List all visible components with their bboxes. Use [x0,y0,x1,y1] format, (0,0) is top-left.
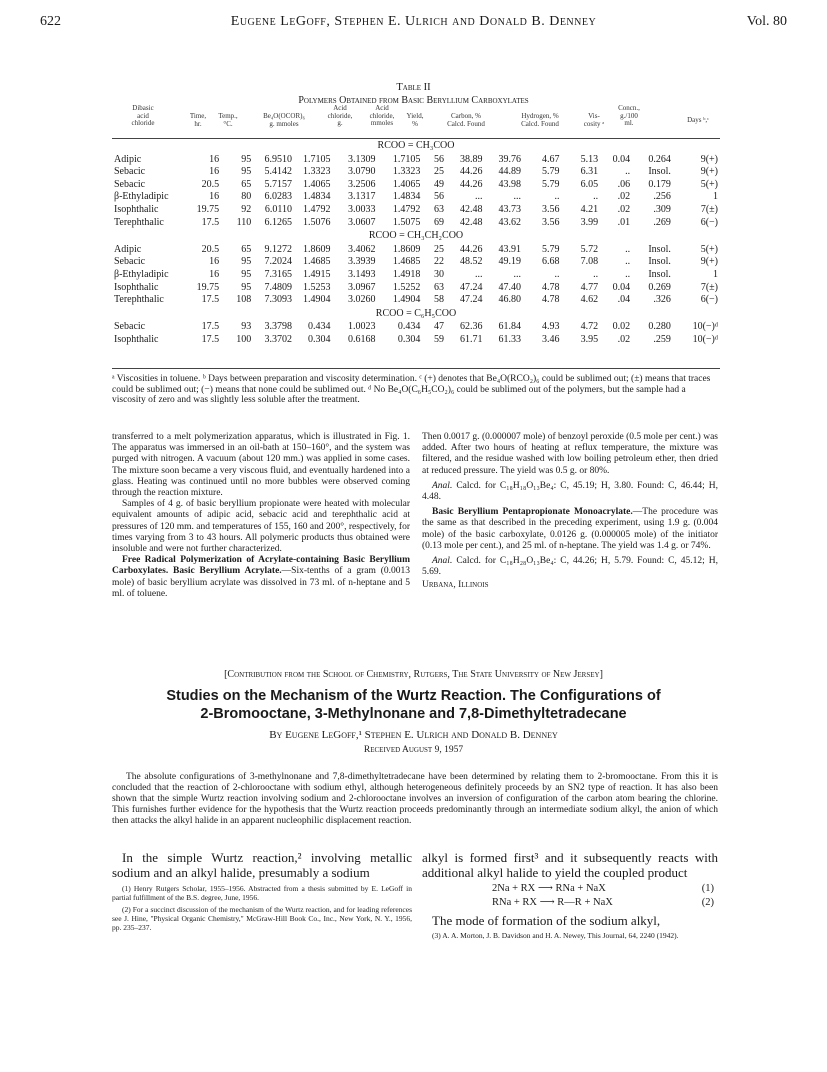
table-cell: 95 [241,268,252,280]
table-footnotes: ᵃ Viscosities in toluene. ᵇ Days between preparation and viscosity determination. ᶜ (+) denotes that Be₄O(RCO₂)₆ could be sublimed out; (±) means that traces could be sublimed out; (−) means that none could be sublimed out. ᵈ No Be₄O(C₆H₅CO₂)₆ could be sublimed out of the polymers, but the sample had a viscosity of zero and was slightly less soluble after the treatment. [112,374,711,405]
table-cell: .02 [617,191,631,203]
table-cell: 4.78 [542,281,560,293]
footnote-1: (1) Henry Rutgers Scholar, 1955–1956. Abstracted from a thesis submitted by E. LeGoff in partial fulfillment of the B.S. degree, June, 1956. [112,884,412,902]
table-cell: 0.304 [397,333,421,345]
paragraph: Then 0.0017 g. (0.000007 mole) of benzoyl peroxide (0.5 mole per cent.) was added. After two hours of heating at reflux temperature, the mixture was filtered, and the residue washed with low boiling petroleum ether, then dried at reduced pressure. The yield was 0.5 g. or 80%. [422,432,718,476]
table-cell: 65 [241,243,252,255]
table-cell: 1.4065 [302,178,331,190]
table-group-heading [112,229,720,244]
table-cell: .. [593,268,599,280]
table-cell: 6.31 [580,166,599,178]
table-cell: .. [554,191,560,203]
table-cell: 0.04 [612,153,631,165]
table-cell: 3.46 [542,333,560,345]
table-cell: 3.3939 [347,256,376,268]
table-cell: 17.5 [201,216,220,228]
table-cell: 56 [433,191,444,203]
table-cell: 19.75 [196,203,220,215]
table-cell: 3.1309 [347,153,376,165]
table-cell: .256 [653,191,671,203]
table-cell: .. [625,256,631,268]
table-cell: .02 [617,203,631,215]
table-cell: 0.304 [307,333,331,345]
running-header [40,14,787,34]
table-cell: 0.280 [648,321,671,333]
table-cell: 48.52 [459,256,483,268]
table-cell: 108 [236,294,252,306]
table-cell: 6.1265 [264,216,292,228]
table-cell: 16 [209,191,220,203]
table-cell: 6.0110 [264,203,292,215]
table-cell: 3.0607 [347,216,376,228]
table-cell: 43.62 [498,216,521,228]
table-cell: .259 [653,333,671,345]
col-head-viscosity: Vis- cosity ᵃ [583,112,605,128]
table-cell: Sebacic [114,166,146,178]
table-cell: Isophthalic [114,203,159,215]
col-head-carbon: Carbon, % Calcd. Found [447,112,485,128]
table-cell: .309 [653,203,671,215]
table-cell: 4.78 [542,294,560,306]
table-cell: 1.4915 [302,268,331,280]
section-heading: Basic Beryllium Pentapropionate Monoacrylate. [432,507,633,518]
table-row [112,244,720,257]
table-cell: 3.4062 [347,243,376,255]
table-cell: ... [513,268,521,280]
table-cell: 5.13 [580,153,599,165]
table-cell: 3.2506 [347,178,376,190]
table-cell: 1.8609 [392,243,421,255]
col-head-days: Days ᵇ,ᶜ [687,116,709,124]
running-authors: Eugene LeGoff, Stephen E. Ulrich and Donald B. Denney [230,14,597,29]
table-cell: 25 [433,243,444,255]
table-cell: 5.4142 [264,166,292,178]
table-row [112,204,720,217]
table-cell: 1.3323 [392,166,421,178]
byline: By Eugene LeGoff,¹ Stephen E. Ulrich and Donald B. Denney [269,729,558,741]
table-cell: 7.4809 [264,281,292,293]
table-cell: Terephthalic [114,294,164,306]
table-cell: 19.75 [196,281,220,293]
table-cell: 6.0283 [264,191,292,203]
table-cell: 43.91 [498,243,521,255]
table-cell: 61.84 [498,321,521,333]
table-cell: 3.99 [580,216,599,228]
table-cell: 100 [236,333,252,345]
paragraph: Samples of 4 g. of basic beryllium propionate were heated with molecular equivalent amounts of adipic acid, sebacic acid and terephthalic acid at pressures of 120 mm. and temperatures of 155, 160 and 200°, respectively, for times varying from 3 to 43 hours. All polymeric products thus obtained were insoluble and were not further characterized. [112,499,410,555]
body-right-column [422,850,718,940]
table-cell: 10(−)ᵈ [692,321,718,333]
table-cell: 0.264 [648,153,671,165]
table-cell: .. [593,191,599,203]
table-cell: 20.5 [201,178,220,190]
table-cell: 9(+) [700,153,718,165]
table-cell: 1.4065 [392,178,421,190]
table-cell: 4.21 [580,203,599,215]
table-cell: 30 [433,268,444,280]
left-column [112,432,410,600]
table-cell: ... [474,191,483,203]
table-cell: 1.5253 [302,281,331,293]
table-row [112,191,720,204]
table-cell: 44.26 [459,243,483,255]
table-cell: 43.73 [498,203,521,215]
table-cell: 16 [209,153,220,165]
table-cell: 16 [209,166,220,178]
table-cell: 1.4834 [302,191,331,203]
article-title-line2: 2-Bromooctane, 3-Methylnonane and 7,8-Dimethyltetradecane [200,706,627,722]
table-cell: 10(−)ᵈ [692,333,718,345]
table-cell: 47.24 [459,294,483,306]
table-cell: 0.434 [307,321,331,333]
table-cell: 44.26 [459,178,483,190]
paragraph: transferred to a melt polymerization apparatus, which is illustrated in Fig. 1. The apparatus was immersed in an oil-bath at 150–160°, and the system was purged with nitrogen. A vacuum (about 120 mm.) was applied in some cases. The mixture soon became a very viscous fluid, and eventually hardened into a glass. Heating was continued until no more bubbles were observed coming through the reaction mixture. [112,432,410,499]
table-cell: Insol. [648,268,671,280]
right-column [422,432,718,592]
table-cell: 42.48 [459,216,483,228]
col-head-chloride-mmoles: Acid chloride, mmoles [369,104,395,127]
table-cell: 80 [241,191,252,203]
table-row [112,166,720,179]
table-cell: 7.3093 [264,294,292,306]
table-cell: Insol. [648,243,671,255]
col-head-chloride-g: Acid chloride, g. [327,104,353,127]
table-row [112,321,720,334]
table-row [112,334,720,347]
table-cell: 49.19 [498,256,521,268]
table-cell: 20.5 [201,243,220,255]
page-number: 622 [40,14,61,29]
table-row [112,217,720,230]
table-cell: 16 [209,268,220,280]
table-cell: 4.72 [580,321,599,333]
table-cell: 63 [433,203,444,215]
table-group-heading [112,307,720,322]
table-cell: .. [625,268,631,280]
table-cell: 58 [433,294,444,306]
table-cell: 9.1272 [264,243,292,255]
table-cell: 1.5076 [302,216,331,228]
table-cell: 7(±) [700,203,718,215]
table-cell: 4.67 [542,153,560,165]
table-cell: 4.62 [580,294,599,306]
table-cell: Terephthalic [114,216,164,228]
table-cell: 110 [236,216,252,228]
table-cell: 92 [241,203,252,215]
equation-2: RNa + RX ⟶ R—R + NaX (2) [492,897,714,908]
table-cell: 0.179 [648,178,671,190]
table-cell: 9(+) [700,256,718,268]
table-cell: 5(+) [700,178,718,190]
analysis: Anal. Calcd. for C₁₈H₁₈O₁₃Be₄: C, 45.19; H, 3.80. Found: C, 46.44; H, 4.48. [422,480,718,503]
col-head-temp: Temp., °C. [218,112,238,128]
table-cell: 46.80 [498,294,521,306]
table-cell: 1.8609 [302,243,331,255]
table-cell: 1.7105 [392,153,421,165]
col-head-yield: Yield, % [406,112,424,128]
table-cell: 65 [241,178,252,190]
table-cell: Insol. [648,166,671,178]
contribution-line: [Contribution from the School of Chemistry, Rutgers, The State University of New Jersey] [224,669,603,680]
footnote-2: (2) For a succinct discussion of the mechanism of the Wurtz reaction, and for leading references see J. Hine, "Physical Organic Chemistry," McGraw-Hill Book Co., Inc., New York, N. Y., 1956, pp. 235–237. [112,905,412,932]
col-head-concn: Concn., g./100 ml. [618,104,640,127]
table-cell: .04 [617,294,631,306]
table-cell: 95 [241,153,252,165]
table-cell: Insol. [648,256,671,268]
article-title-line1: Studies on the Mechanism of the Wurtz Reaction. The Configurations of [166,688,661,704]
place-line: Urbana, Illinois [422,580,489,591]
paragraph: Free Radical Polymerization of Acrylate-containing Basic Beryllium Carboxylates. Basic Beryllium Acrylate.—Six-tenths of a gram (0.0013 mole) of basic beryllium acrylate was dissolved in 73 ml. of n-heptane and 5 ml. of toluene. [112,555,411,599]
table-cell: 1.5075 [392,216,421,228]
table-cell: 47 [433,321,444,333]
table-cell: Sebacic [114,256,146,268]
table-cell: 5.79 [542,243,560,255]
table-row [112,282,720,295]
data-table [112,139,720,347]
table-cell: 25 [433,166,444,178]
table-cell: 5.72 [580,243,599,255]
col-head-time: Time, hr. [189,112,207,128]
table-row [112,256,720,269]
volume-label: Vol. 80 [746,14,787,29]
col-head-acid: Dibasic acid chloride [131,104,155,127]
table-cell: 1.4904 [392,294,421,306]
table-cell: 4.77 [580,281,599,293]
table-cell: 0.434 [397,321,421,333]
table-cell: 3.56 [542,203,560,215]
table-cell: 6.05 [580,178,599,190]
table-cell: ... [513,191,521,203]
group-heading-cell: RCOO = CH₃COO [377,140,455,151]
table-cell: 44.26 [459,166,483,178]
table-cell: 62.36 [459,321,483,333]
table-cell: 95 [241,281,252,293]
table-cell: 7.3165 [264,268,292,280]
equation-1: 2Na + RX ⟶ RNa + NaX (1) [492,883,714,894]
table-cell: 6(−) [700,216,718,228]
table-cell: 93 [241,321,252,333]
table-cell: 42.48 [459,203,483,215]
table-cell: 1.4792 [302,203,331,215]
footnote-3: (3) A. A. Morton, J. B. Davidson and H. A. Newey, This Journal, 64, 2240 (1942). [432,931,679,940]
table-row [112,269,720,282]
table-row [112,294,720,307]
table-cell: 61.71 [459,333,483,345]
table-cell: Isophthalic [114,333,159,345]
table-cell: Isophthalic [114,281,159,293]
group-heading-cell: RCOO = C₆H₅COO [375,307,457,319]
body-text: alkyl is formed first³ and it subsequently reacts with additional alkyl halide to yield the coupled product [422,850,718,880]
table-cell: 1 [713,191,718,203]
table-bottom-rule [112,368,720,369]
table-cell: 3.0033 [347,203,376,215]
table-cell: 7.2024 [264,256,292,268]
analysis: Anal. Calcd. for C₁₈H₂₈O₁₃Be₄: C, 44.26; H, 5.79. Found: C, 45.12; H, 5.69. [422,556,718,578]
table-cell: 7(±) [700,281,718,293]
table-cell: 6(−) [700,294,718,306]
table-cell: 38.89 [459,153,483,165]
table-cell: 3.0260 [347,294,376,306]
table-cell: 5.7157 [264,178,292,190]
table-cell: 95 [241,166,252,178]
table-cell: 17.5 [201,321,220,333]
table-cell: 16 [209,256,220,268]
table-cell: 3.1493 [347,268,376,280]
table-cell: 1 [713,268,718,280]
table-cell: 0.02 [612,321,631,333]
table-cell: 61.33 [498,333,521,345]
body-left-column [112,850,412,932]
table-cell: 1.5252 [392,281,421,293]
table-cell: 0.04 [612,281,631,293]
table-cell: 5.79 [542,166,560,178]
table-cell: 1.7105 [302,153,331,165]
table-cell: 5(+) [700,243,718,255]
table-cell: 3.3702 [264,333,292,345]
table-cell: 43.98 [498,178,521,190]
table-cell: 0.269 [648,281,671,293]
section-heading: Free Radical Polymerization of Acrylate-containing Basic Beryllium Carboxylates. Basic Beryllium Acrylate. [112,555,410,577]
table-cell: 3.1317 [347,191,376,203]
table-cell: 1.3323 [302,166,331,178]
table-cell: 22 [433,256,444,268]
table-cell: .. [625,166,631,178]
table-cell: 5.79 [542,178,560,190]
table-cell: 4.93 [542,321,560,333]
table-cell: 6.68 [542,256,560,268]
table-cell: 0.6168 [347,333,376,345]
table-cell: 63 [433,281,444,293]
col-head-carboxylate: Be₄O(OCOR)₆ g. mmoles [263,112,305,128]
table-cell: 3.56 [542,216,560,228]
table-cell: Adipic [114,153,142,165]
table-cell: 17.5 [201,333,220,345]
table-cell: 69 [433,216,444,228]
table-cell: 1.4904 [302,294,331,306]
table-cell: 1.0023 [347,321,376,333]
group-heading-cell: RCOO = CH₃CH₂COO [368,230,464,242]
table-cell: .. [625,243,631,255]
table-cell: Adipic [114,243,142,255]
table-cell: 59 [433,333,444,345]
table-cell: 1.4918 [392,268,421,280]
table-cell: Sebacic [114,321,146,333]
table-cell: 3.3798 [264,321,292,333]
table-cell: 56 [433,153,444,165]
table-cell: .. [554,268,560,280]
table-cell: 47.24 [459,281,483,293]
table-cell: 1.4792 [392,203,421,215]
table-cell: Sebacic [114,178,146,190]
table-cell: 3.0967 [347,281,376,293]
table-cell: 44.89 [498,166,521,178]
received-date: Received August 9, 1957 [363,745,464,755]
table-cell: 17.5 [201,294,220,306]
body-text: In the simple Wurtz reaction,² involving metallic sodium and an alkyl halide, presumably a sodium [112,850,412,880]
table-group-heading [112,139,720,154]
table-cell: 9(+) [700,166,718,178]
table-cell: 39.76 [498,153,521,165]
table-cell: .01 [617,216,631,228]
table-cell: 1.4685 [302,256,331,268]
table-cell: 7.08 [580,256,599,268]
table-cell: 3.95 [580,333,599,345]
table-cell: 95 [241,256,252,268]
table-cell: 6.9510 [264,153,292,165]
table-cell: .269 [653,216,671,228]
col-head-hydrogen: Hydrogen, % Calcd. Found [521,112,559,128]
table-cell: .02 [617,333,631,345]
table-cell: .06 [617,178,631,190]
table-cell: 49 [433,178,444,190]
table-cell: ... [474,268,483,280]
table-cell: β-Ethyladipic [114,191,169,203]
table-cell: β-Ethyladipic [114,268,169,280]
table-caption: Polymers Obtained from Basic Beryllium Carboxylates [298,95,529,106]
table-row [112,179,720,192]
paragraph: Basic Beryllium Pentapropionate Monoacrylate.—The procedure was the same as that described in the preceding experiment, using 1.9 g. (0.004 mole) of the basic carboxylate, 0.0126 g. (0.000005 mole) of the initiator (0.13 mole per cent.), and 25 ml. of n-heptane. The yield was 1.4 g. or 74%. [422,507,718,551]
table-row [112,154,720,167]
table-cell: 1.4685 [392,256,421,268]
table-cell: .326 [653,294,671,306]
body-text: The mode of formation of the sodium alkyl, [432,913,661,928]
table-cell: 3.0790 [347,166,376,178]
table-label: Table II [396,82,431,93]
abstract: The absolute configurations of 3-methylnonane and 7,8-dimethyltetradecane have been determined by relating them to 2-bromooctane. From this it is concluded that the reaction of 2-chlorooctane with sodium ethyl, although heterogeneous definitely proceeds by an SN2 type of reaction. It has also been shown that the simple Wurtz reaction involving sodium and 2-chlorooctane involves an inversion of configuration of the carbon atom bearing the chlorine. This furnishes further evidence for the hypothesis that the Wurtz reaction proceeds predominantly through an intermediate sodium alkyl, the anion of which then attacks the alkyl halide in an apparent nucleophilic displacement reaction. [112,772,718,826]
table-cell: 47.40 [498,281,521,293]
table-cell: 1.4834 [392,191,421,203]
